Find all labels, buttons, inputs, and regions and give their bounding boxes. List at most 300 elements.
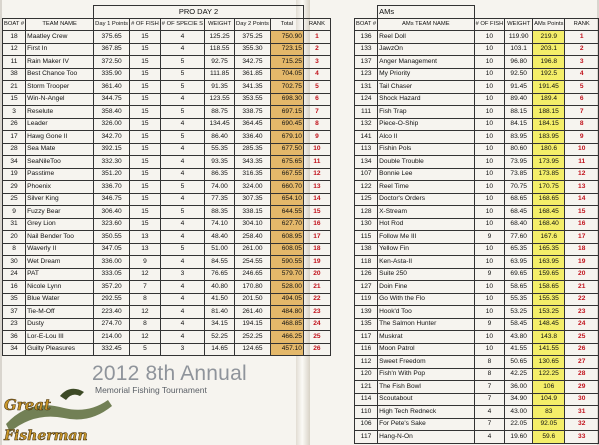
pro-cell-rank: 10: [303, 143, 330, 156]
pro-cell-weight: 111.85: [205, 68, 235, 81]
pro-cell-rank: 23: [303, 306, 330, 319]
ams-cell-weight: 89.40: [505, 93, 533, 106]
pro-cell-boat: 35: [3, 293, 26, 306]
ams-cell-rank: 20: [565, 268, 599, 281]
table-row: [355, 156, 599, 169]
pro-banner-row: [3, 6, 331, 19]
ams-cell-team-name: Shock Hazard: [378, 93, 474, 106]
ams-cell-fish: 4: [474, 406, 505, 419]
ams-cell-weight: 19.60: [505, 431, 533, 444]
ams-banner-row: [355, 6, 599, 19]
table-row: [3, 43, 331, 56]
pro-cell-day2-points: 338.15: [235, 206, 271, 219]
pro-cell-day2-points: 194.15: [235, 318, 271, 331]
ams-cell-fish: 10: [474, 43, 505, 56]
table-row: [3, 206, 331, 219]
pro-cell-day1-points: 333.05: [94, 268, 130, 281]
pro-header-rank: RANK: [303, 18, 330, 31]
ams-header-row: [355, 18, 599, 31]
pro-cell-weight: 125.25: [205, 31, 235, 44]
pro-cell-fish: 7: [130, 281, 161, 294]
ams-cell-fish: 10: [474, 306, 505, 319]
ams-cell-points: 170.75: [533, 181, 565, 194]
pro-cell-rank: 3: [303, 56, 330, 69]
table-row: [355, 356, 599, 369]
table-row: [3, 68, 331, 81]
ams-cell-team-name: Scoutabout: [378, 393, 474, 406]
ams-cell-rank: 21: [565, 281, 599, 294]
pro-cell-day1-points: 292.55: [94, 293, 130, 306]
ams-cell-rank: 2: [565, 43, 599, 56]
ams-cell-team-name: Moon Patrol: [378, 343, 474, 356]
pro-cell-weight: 51.00: [205, 243, 235, 256]
ams-cell-points: 155.35: [533, 293, 565, 306]
pro-cell-day2-points: 324.00: [235, 181, 271, 194]
ams-header-fish: # OF FISH: [474, 18, 505, 31]
annual-heading: 2012 8th Annual: [92, 362, 247, 385]
ams-cell-boat: 127: [355, 281, 378, 294]
pro-cell-weight: 52.25: [205, 331, 235, 344]
ams-cell-fish: 7: [474, 418, 505, 431]
ams-cell-team-name: Hang-N-On: [378, 431, 474, 444]
pro-cell-weight: 41.50: [205, 293, 235, 306]
pro-cell-weight: 40.80: [205, 281, 235, 294]
ams-cell-points: 159.65: [533, 268, 565, 281]
pro-cell-boat: 36: [3, 331, 26, 344]
pro-cell-fish: 15: [130, 68, 161, 81]
ams-cell-weight: 55.35: [505, 293, 533, 306]
ams-cell-fish: 10: [474, 206, 505, 219]
table-row: [3, 193, 331, 206]
ams-cell-fish: 10: [474, 293, 505, 306]
pro-cell-team-name: Waverly II: [26, 243, 94, 256]
table-row: [355, 343, 599, 356]
pro-cell-rank: 7: [303, 106, 330, 119]
ams-cell-weight: 103.1: [505, 43, 533, 56]
pro-cell-boat: 38: [3, 68, 26, 81]
ams-cell-weight: 91.45: [505, 81, 533, 94]
ams-cell-points: 173.95: [533, 156, 565, 169]
ams-cell-weight: 68.45: [505, 206, 533, 219]
ams-cell-team-name: Fish'n With Pop: [378, 368, 474, 381]
table-row: [3, 231, 331, 244]
ams-cell-points: 153.25: [533, 306, 565, 319]
pro-cell-boat: 34: [3, 343, 26, 356]
ams-cell-weight: 73.95: [505, 156, 533, 169]
ams-cell-fish: 10: [474, 243, 505, 256]
ams-cell-team-name: Doctor's Orders: [378, 193, 474, 206]
ams-header-team-name: AMs TEAM NAME: [378, 18, 474, 31]
ams-cell-boat: 134: [355, 156, 378, 169]
pro-cell-total: 677.50: [270, 143, 303, 156]
pro-cell-day1-points: 214.00: [94, 331, 130, 344]
table-row: [3, 343, 331, 356]
pro-cell-fish: 15: [130, 56, 161, 69]
pro-cell-day1-points: 342.70: [94, 131, 130, 144]
ams-cell-rank: 8: [565, 118, 599, 131]
table-row: [3, 131, 331, 144]
pro-header-day2-points: Day 2 Points: [235, 18, 271, 31]
pro-cell-team-name: Storm Trooper: [26, 81, 94, 94]
ams-cell-team-name: Fish Trap: [378, 106, 474, 119]
table-row: [355, 318, 599, 331]
ams-cell-rank: 28: [565, 368, 599, 381]
pro-cell-fish: 9: [130, 256, 161, 269]
pro-cell-total: 590.55: [270, 256, 303, 269]
table-row: [3, 306, 331, 319]
pro-cell-fish: 13: [130, 243, 161, 256]
pro-cell-day2-points: 304.10: [235, 218, 271, 231]
pro-cell-total: 679.10: [270, 131, 303, 144]
ams-cell-points: 192.5: [533, 68, 565, 81]
pro-cell-total: 579.70: [270, 268, 303, 281]
pro-cell-boat: 17: [3, 131, 26, 144]
table-row: [3, 156, 331, 169]
ams-cell-weight: 119.90: [505, 31, 533, 44]
pro-cell-team-name: Nail Bender Too: [26, 231, 94, 244]
pro-cell-rank: 6: [303, 93, 330, 106]
pro-cell-boat: 23: [3, 318, 26, 331]
pro-cell-rank: 2: [303, 43, 330, 56]
ams-cell-fish: 10: [474, 106, 505, 119]
pro-cell-fish: 8: [130, 293, 161, 306]
pro-cell-weight: 48.40: [205, 231, 235, 244]
pro-cell-total: 466.25: [270, 331, 303, 344]
ams-cell-weight: 84.15: [505, 118, 533, 131]
ams-cell-fish: 10: [474, 343, 505, 356]
ams-cell-rank: 17: [565, 231, 599, 244]
ams-cell-weight: 53.25: [505, 306, 533, 319]
ams-header-points: AMs Points: [533, 18, 565, 31]
pro-cell-rank: 24: [303, 318, 330, 331]
ams-cell-fish: 4: [474, 431, 505, 444]
ams-cell-rank: 29: [565, 381, 599, 394]
pro-cell-weight: 93.35: [205, 156, 235, 169]
pro-cell-rank: 5: [303, 81, 330, 94]
ams-cell-boat: 120: [355, 368, 378, 381]
pro-cell-boat: 21: [3, 81, 26, 94]
ams-cell-team-name: Sweet Freedom: [378, 356, 474, 369]
table-row: [3, 81, 331, 94]
ams-cell-points: 165.35: [533, 243, 565, 256]
pro-cell-team-name: Win-N-Angel: [26, 93, 94, 106]
pro-cell-total: 608.05: [270, 243, 303, 256]
ams-cell-boat: 118: [355, 256, 378, 269]
table-row: [3, 293, 331, 306]
pro-cell-fish: 15: [130, 93, 161, 106]
table-row: [355, 193, 599, 206]
ams-cell-team-name: Reel Doll: [378, 31, 474, 44]
pro-cell-boat: 28: [3, 143, 26, 156]
ams-cell-rank: 24: [565, 318, 599, 331]
pro-cell-total: 675.65: [270, 156, 303, 169]
ams-cell-rank: 10: [565, 143, 599, 156]
ams-header-rank: RANK: [565, 18, 599, 31]
memorial-subtitle: Memorial Fishing Tournament: [95, 385, 207, 395]
table-row: [355, 406, 599, 419]
pro-cell-weight: 86.35: [205, 168, 235, 181]
pro-cell-species: 4: [160, 218, 204, 231]
pro-header-species: # OF SPECIE S: [160, 18, 204, 31]
pro-cell-species: 4: [160, 43, 204, 56]
ams-cell-team-name: Tail Chaser: [378, 81, 474, 94]
ams-cell-rank: 6: [565, 93, 599, 106]
pro-cell-fish: 15: [130, 156, 161, 169]
ams-cell-weight: 80.60: [505, 143, 533, 156]
pro-cell-boat: 12: [3, 43, 26, 56]
table-row: [3, 93, 331, 106]
ams-cell-rank: 25: [565, 331, 599, 344]
pro-cell-team-name: Lor-E-Lou III: [26, 331, 94, 344]
pro-cell-day2-points: 261.40: [235, 306, 271, 319]
pro-cell-fish: 15: [130, 206, 161, 219]
pro-cell-species: 3: [160, 343, 204, 356]
ams-cell-team-name: Hot Rod: [378, 218, 474, 231]
table-row: [355, 368, 599, 381]
pro-cell-boat: 11: [3, 56, 26, 69]
ams-cell-team-name: JawzOn: [378, 43, 474, 56]
pro-cell-rank: 13: [303, 181, 330, 194]
ams-cell-team-name: Alco II: [378, 131, 474, 144]
pro-cell-fish: 15: [130, 218, 161, 231]
pro-cell-boat: 31: [3, 218, 26, 231]
pro-cell-team-name: Best Chance Too: [26, 68, 94, 81]
pro-header-day1-points: Day 1 Points: [94, 18, 130, 31]
ams-cell-weight: 68.40: [505, 218, 533, 231]
table-row: [3, 168, 331, 181]
pro-cell-fish: 12: [130, 268, 161, 281]
pro-cell-species: 4: [160, 143, 204, 156]
pro-cell-weight: 74.10: [205, 218, 235, 231]
table-row: [355, 143, 599, 156]
ams-cell-weight: 34.90: [505, 393, 533, 406]
ams-cell-boat: 117: [355, 431, 378, 444]
pro-cell-total: 494.05: [270, 293, 303, 306]
pro-cell-total: 484.80: [270, 306, 303, 319]
ams-cell-fish: 10: [474, 281, 505, 294]
pro-cell-day2-points: 364.45: [235, 118, 271, 131]
ams-cell-weight: 36.00: [505, 381, 533, 394]
ams-cell-points: 173.85: [533, 168, 565, 181]
ams-cell-weight: 92.50: [505, 68, 533, 81]
pro-day2-table: [2, 5, 331, 356]
ams-cell-fish: 10: [474, 118, 505, 131]
pro-cell-species: 4: [160, 256, 204, 269]
pro-cell-day1-points: 335.90: [94, 68, 130, 81]
table-row: [355, 31, 599, 44]
ams-cell-fish: 9: [474, 268, 505, 281]
ams-cell-points: 168.65: [533, 193, 565, 206]
pro-cell-species: 4: [160, 193, 204, 206]
pro-cell-total: 528.00: [270, 281, 303, 294]
pro-cell-total: 698.30: [270, 93, 303, 106]
pro-cell-day2-points: 336.40: [235, 131, 271, 144]
ams-cell-boat: 123: [355, 68, 378, 81]
pro-cell-day1-points: 323.60: [94, 218, 130, 231]
pro-cell-day2-points: 355.30: [235, 43, 271, 56]
ams-cell-weight: 88.15: [505, 106, 533, 119]
pro-cell-weight: 77.35: [205, 193, 235, 206]
ams-cell-rank: 12: [565, 168, 599, 181]
ams-cell-rank: 14: [565, 193, 599, 206]
pro-cell-weight: 74.00: [205, 181, 235, 194]
pro-cell-day1-points: 350.55: [94, 231, 130, 244]
pro-cell-day2-points: 124.65: [235, 343, 271, 356]
ams-cell-weight: 68.65: [505, 193, 533, 206]
ams-cell-boat: 111: [355, 106, 378, 119]
ams-cell-points: 184.15: [533, 118, 565, 131]
pro-cell-team-name: Maatley Crew: [26, 31, 94, 44]
ams-cell-rank: 16: [565, 218, 599, 231]
table-row: [3, 181, 331, 194]
ams-cell-points: 92.05: [533, 418, 565, 431]
pro-cell-rank: 15: [303, 206, 330, 219]
ams-cell-weight: 43.00: [505, 406, 533, 419]
ams-cell-points: 167.6: [533, 231, 565, 244]
pro-header-team-name: TEAM NAME: [26, 18, 94, 31]
pro-cell-day2-points: 285.35: [235, 143, 271, 156]
ams-cell-boat: 122: [355, 181, 378, 194]
ams-cell-team-name: Hook'd Too: [378, 306, 474, 319]
table-row: [3, 143, 331, 156]
pro-cell-day2-points: 338.75: [235, 106, 271, 119]
table-row: [355, 231, 599, 244]
pro-cell-team-name: Tie-M-Off: [26, 306, 94, 319]
table-row: [3, 268, 331, 281]
ams-cell-team-name: The Salmon Hunter: [378, 318, 474, 331]
ams-cell-boat: 132: [355, 118, 378, 131]
pro-cell-total: 654.10: [270, 193, 303, 206]
pro-cell-fish: 13: [130, 231, 161, 244]
ams-cell-rank: 30: [565, 393, 599, 406]
pro-cell-day1-points: 392.15: [94, 143, 130, 156]
pro-cell-day1-points: 223.40: [94, 306, 130, 319]
pro-cell-team-name: Blue Water: [26, 293, 94, 306]
pro-cell-boat: 26: [3, 118, 26, 131]
pro-cell-day1-points: 336.70: [94, 181, 130, 194]
pro-cell-rank: 4: [303, 68, 330, 81]
table-row: [355, 93, 599, 106]
ams-cell-boat: 139: [355, 306, 378, 319]
pro-cell-day2-points: 254.55: [235, 256, 271, 269]
ams-cell-boat: 106: [355, 418, 378, 431]
table-row: [355, 218, 599, 231]
pro-cell-day1-points: 372.50: [94, 56, 130, 69]
pro-cell-total: 667.55: [270, 168, 303, 181]
pro-cell-rank: 18: [303, 243, 330, 256]
ams-cell-points: 122.25: [533, 368, 565, 381]
pro-cell-boat: 29: [3, 181, 26, 194]
pro-cell-fish: 8: [130, 318, 161, 331]
pro-cell-total: 704.05: [270, 68, 303, 81]
ams-cell-points: 130.65: [533, 356, 565, 369]
pro-cell-team-name: Wet Dream: [26, 256, 94, 269]
ams-cell-points: 148.45: [533, 318, 565, 331]
table-row: [355, 281, 599, 294]
pro-cell-total: 697.15: [270, 106, 303, 119]
pro-cell-total: 468.85: [270, 318, 303, 331]
pro-day2-title: PRO DAY 2: [94, 6, 304, 19]
pro-cell-boat: 37: [3, 306, 26, 319]
ams-cell-fish: 9: [474, 231, 505, 244]
pro-cell-day1-points: 332.30: [94, 156, 130, 169]
pro-cell-species: 5: [160, 181, 204, 194]
pro-cell-weight: 14.65: [205, 343, 235, 356]
pro-cell-total: 723.15: [270, 43, 303, 56]
pro-cell-day1-points: 357.20: [94, 281, 130, 294]
ams-cell-boat: 124: [355, 93, 378, 106]
ams-cell-rank: 23: [565, 306, 599, 319]
pro-cell-weight: 91.35: [205, 81, 235, 94]
pro-cell-boat: 18: [3, 31, 26, 44]
pro-cell-fish: 12: [130, 306, 161, 319]
pro-cell-total: 457.10: [270, 343, 303, 356]
pro-cell-boat: 15: [3, 93, 26, 106]
pro-cell-total: 660.70: [270, 181, 303, 194]
pro-cell-day2-points: 341.35: [235, 81, 271, 94]
table-row: [355, 306, 599, 319]
ams-cell-fish: 10: [474, 56, 505, 69]
pro-cell-species: 4: [160, 156, 204, 169]
pro-header-boat: BOAT #: [3, 18, 26, 31]
pro-cell-day1-points: 375.65: [94, 31, 130, 44]
pro-cell-team-name: First In: [26, 43, 94, 56]
svg-text:Fisherman: Fisherman: [4, 428, 88, 444]
pro-cell-team-name: PAT: [26, 268, 94, 281]
ams-cell-rank: 27: [565, 356, 599, 369]
pro-cell-boat: 16: [3, 281, 26, 294]
ams-cell-team-name: Ken-Asta-II: [378, 256, 474, 269]
table-row: [355, 393, 599, 406]
ams-cell-boat: 119: [355, 293, 378, 306]
pro-cell-total: 644.55: [270, 206, 303, 219]
pro-cell-total: 715.25: [270, 56, 303, 69]
ams-cell-rank: 31: [565, 406, 599, 419]
table-row: [355, 81, 599, 94]
pro-cell-team-name: Guilty Pleasures: [26, 343, 94, 356]
pro-cell-total: 627.70: [270, 218, 303, 231]
pro-cell-species: 4: [160, 168, 204, 181]
ams-cell-team-name: Reel Time: [378, 181, 474, 194]
pro-cell-boat: 20: [3, 231, 26, 244]
ams-cell-points: 168.45: [533, 206, 565, 219]
pro-header-fish: # OF FISH: [130, 18, 161, 31]
pro-cell-species: 4: [160, 293, 204, 306]
ams-banner-spacer: [355, 6, 378, 19]
pro-cell-rank: 20: [303, 268, 330, 281]
table-row: [3, 106, 331, 119]
ams-cell-team-name: The Fish Bowl: [378, 381, 474, 394]
ams-cell-points: 188.15: [533, 106, 565, 119]
ams-cell-boat: 113: [355, 143, 378, 156]
pro-cell-fish: 15: [130, 106, 161, 119]
ams-cell-fish: 8: [474, 368, 505, 381]
pro-cell-day1-points: 336.00: [94, 256, 130, 269]
pro-cell-fish: 5: [130, 343, 161, 356]
ams-cell-rank: 7: [565, 106, 599, 119]
ams-cell-rank: 5: [565, 81, 599, 94]
pro-cell-day2-points: 343.35: [235, 156, 271, 169]
ams-cell-points: 163.95: [533, 256, 565, 269]
pro-cell-weight: 81.40: [205, 306, 235, 319]
pro-cell-day2-points: 246.65: [235, 268, 271, 281]
ams-cell-boat: 107: [355, 168, 378, 181]
pro-cell-boat: 25: [3, 193, 26, 206]
pro-cell-team-name: SeaNileToo: [26, 156, 94, 169]
ams-cell-rank: 4: [565, 68, 599, 81]
ams-cell-weight: 96.80: [505, 56, 533, 69]
ams-cell-boat: 131: [355, 81, 378, 94]
